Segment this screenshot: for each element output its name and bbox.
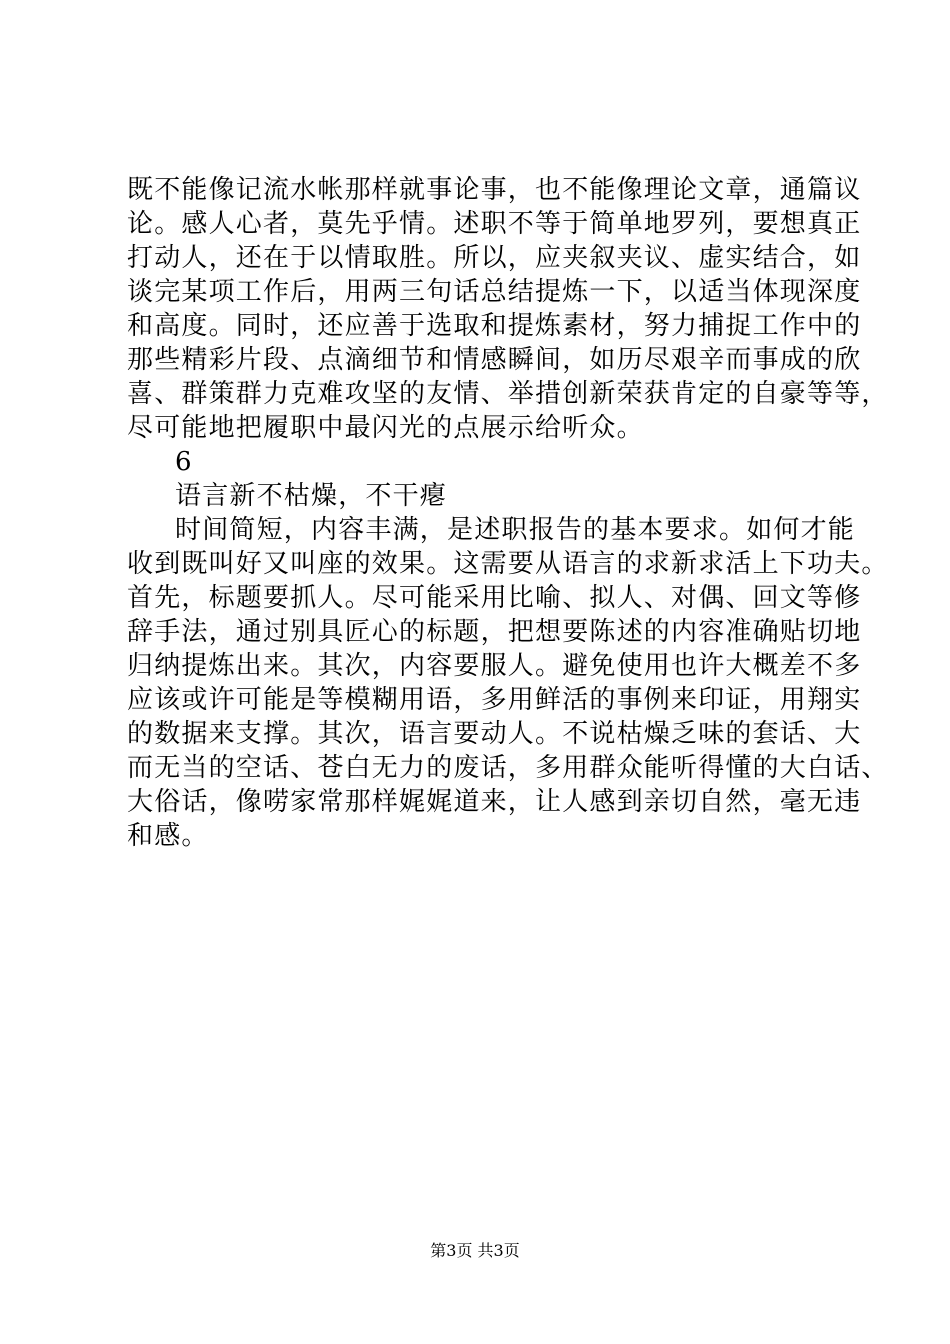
paragraph2-line: 首先，标题要抓人。尽可能采用比喻、拟人、对偶、回文等修 <box>127 583 862 613</box>
paragraph1-line: 谈完某项工作后，用两三句话总结提炼一下，以适当体现深度 <box>127 277 862 307</box>
paragraph2-line: 大俗话，像唠家常那样娓娓道来，让人感到亲切自然，毫无违 <box>127 787 862 817</box>
paragraph2-line: 辞手法，通过别具匠心的标题，把想要陈述的内容准确贴切地 <box>127 617 862 647</box>
page-footer: 第3页 共3页 <box>430 1241 520 1260</box>
paragraph1-line: 那些精彩片段、点滴细节和情感瞬间，如历尽艰辛而事成的欣 <box>127 345 862 375</box>
paragraph1-line: 尽可能地把履职中最闪光的点展示给听众。 <box>127 413 644 443</box>
paragraph1-line: 打动人，还在于以情取胜。所以，应夹叙夹议、虚实结合，如 <box>127 243 862 273</box>
paragraph2-line: 收到既叫好又叫座的效果。这需要从语言的求新求活上下功夫。 <box>127 549 889 579</box>
paragraph1-line: 喜、群策群力克难攻坚的友情、举措创新荣获肯定的自豪等等， <box>127 379 889 409</box>
paragraph2-line: 应该或许可能是等模糊用语，多用鲜活的事例来印证，用翔实 <box>127 685 862 715</box>
paragraph2-line: 而无当的空话、苍白无力的废话，多用群众能听得懂的大白话、 <box>127 753 889 783</box>
section-number: 6 <box>175 447 193 477</box>
paragraph1-line: 既不能像记流水帐那样就事论事，也不能像理论文章，通篇议 <box>127 175 862 205</box>
paragraph2-line: 和感。 <box>127 821 209 851</box>
section-heading: 语言新不枯燥，不干瘪 <box>175 481 448 511</box>
paragraph1-line: 论。感人心者，莫先乎情。述职不等于简单地罗列，要想真正 <box>127 209 862 239</box>
paragraph2-line: 的数据来支撑。其次，语言要动人。不说枯燥乏味的套话、大 <box>127 719 862 749</box>
paragraph2-line: 时间简短，内容丰满，是述职报告的基本要求。如何才能 <box>175 515 856 545</box>
paragraph2-line: 归纳提炼出来。其次，内容要服人。避免使用也许大概差不多 <box>127 651 862 681</box>
paragraph1-line: 和高度。同时，还应善于选取和提炼素材，努力捕捉工作中的 <box>127 311 862 341</box>
